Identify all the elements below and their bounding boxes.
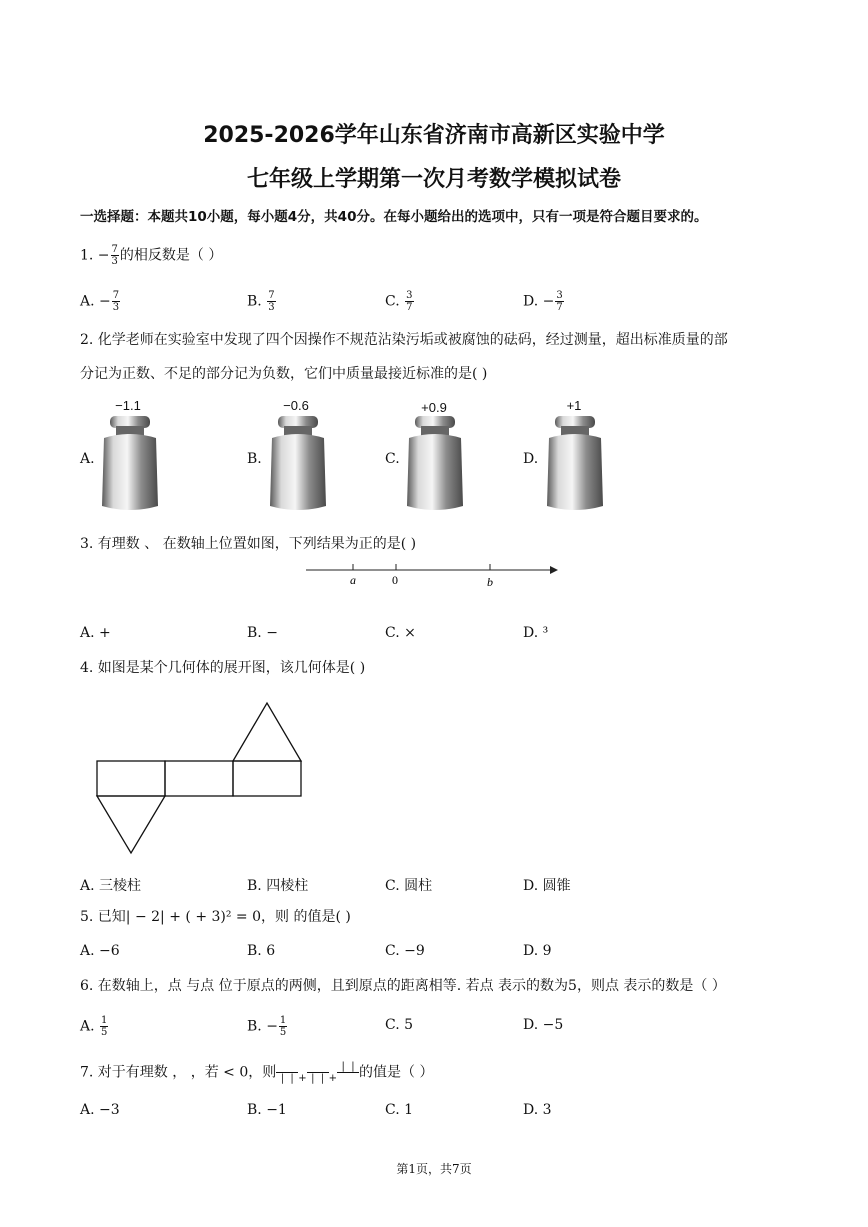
q1-number: 1. −: [80, 247, 110, 264]
q7-option-b[interactable]: B. −1: [247, 1102, 287, 1118]
q7-abs-fractions: | | + | | + | |: [276, 1061, 359, 1084]
q2-option-a-label[interactable]: A.: [80, 451, 95, 467]
q2-line-2: 分记为正数、不足的部分记为负数，它们中质量最接近标准的是( ): [80, 366, 488, 382]
q1-option-b[interactable]: B. $\frac{7}{3}$: [247, 290, 275, 313]
weight-b-image: [268, 416, 328, 512]
q7-option-c[interactable]: C. 1: [385, 1102, 414, 1118]
q2-weight-b-value: −0.6: [283, 398, 309, 413]
q3-option-a[interactable]: A. +: [80, 625, 111, 641]
q5-option-a[interactable]: A. −6: [80, 943, 120, 959]
page-footer: 第1页，共7页: [396, 1162, 472, 1176]
q6-option-a[interactable]: A. $\frac{1}{5}$: [80, 1015, 108, 1038]
q2-option-d-label[interactable]: D.: [523, 451, 539, 467]
q2-line-1: 2. 化学老师在实验室中发现了四个因操作不规范沾染污垢或被腐蚀的砝码，经过测量，超出标准质量的部: [80, 332, 728, 348]
q1-option-a[interactable]: A. − $\frac{7}{3}$: [80, 290, 120, 313]
q7-option-a[interactable]: A. −3: [80, 1102, 120, 1118]
weight-a-image: [100, 416, 160, 512]
q2-weight-d-value: +1: [566, 398, 582, 413]
q1-option-d[interactable]: D. − $\frac{3}{7}$: [523, 290, 563, 313]
q3-option-b[interactable]: B. −: [247, 625, 278, 641]
q4-option-c[interactable]: C. 圆柱: [385, 878, 433, 894]
q6-option-c[interactable]: C. 5: [385, 1017, 414, 1033]
axis-label-a: a: [350, 573, 356, 587]
q6-option-d[interactable]: D. −5: [523, 1017, 564, 1033]
section-heading: 一选择题：本题共10小题，每小题4分，共40分。在每小题给出的选项中，只有一项是符合题目要求的。: [80, 209, 708, 225]
q3-option-c[interactable]: C. ×: [385, 625, 416, 641]
weight-c-image: [405, 416, 465, 512]
title-line-2: 七年级上学期第一次月考数学模拟试卷: [246, 167, 621, 192]
q6-option-b[interactable]: B. − $\frac{1}{5}$: [247, 1015, 287, 1038]
q5-option-b[interactable]: B. 6: [247, 943, 276, 959]
q1-fraction: $\frac{7}{3}$: [111, 244, 118, 267]
q5-option-d[interactable]: D. 9: [523, 943, 552, 959]
weight-d-image: [545, 416, 605, 512]
q2-weight-a-value: −1.1: [115, 398, 141, 413]
q1-option-c[interactable]: C. $\frac{3}{7}$: [385, 290, 413, 313]
q7-text: 7. 对于有理数 ， ，若 < 0，则 | | + | | + | | 的值是（ ）: [80, 1061, 434, 1084]
q4-option-a[interactable]: A. 三棱柱: [80, 878, 142, 894]
q3-text: 3. 有理数 、 在数轴上位置如图，下列结果为正的是( ): [80, 536, 417, 552]
q4-option-d[interactable]: D. 圆锥: [523, 878, 571, 894]
q3-option-d[interactable]: D. ³: [523, 625, 549, 641]
number-line: [300, 558, 565, 592]
question-1: [80, 244, 222, 267]
axis-label-b: b: [487, 575, 493, 589]
q4-text: 4. 如图是某个几何体的展开图，该几何体是( ): [80, 660, 366, 676]
prism-net-diagram: [90, 698, 310, 858]
q7-option-d[interactable]: D. 3: [523, 1102, 552, 1118]
title-line-1: 2025-2026学年山东省济南市高新区实验中学: [203, 123, 665, 148]
q5-option-c[interactable]: C. −9: [385, 943, 425, 959]
q5-text: 5. 已知| − 2| + ( + 3)² = 0，则 的值是( ): [80, 909, 351, 925]
q2-option-c-label[interactable]: C.: [385, 451, 400, 467]
q1-text: 的相反数是（ ）: [119, 247, 223, 264]
q2-option-b-label[interactable]: B.: [247, 451, 262, 467]
q4-option-b[interactable]: B. 四棱柱: [247, 878, 309, 894]
axis-label-zero: 0: [392, 573, 398, 587]
q2-weight-c-value: +0.9: [421, 400, 447, 415]
q6-text: 6. 在数轴上，点 与点 位于原点的两侧，且到原点的距离相等. 若点 表示的数为5，则点 表示的数是（ ）: [80, 978, 726, 994]
